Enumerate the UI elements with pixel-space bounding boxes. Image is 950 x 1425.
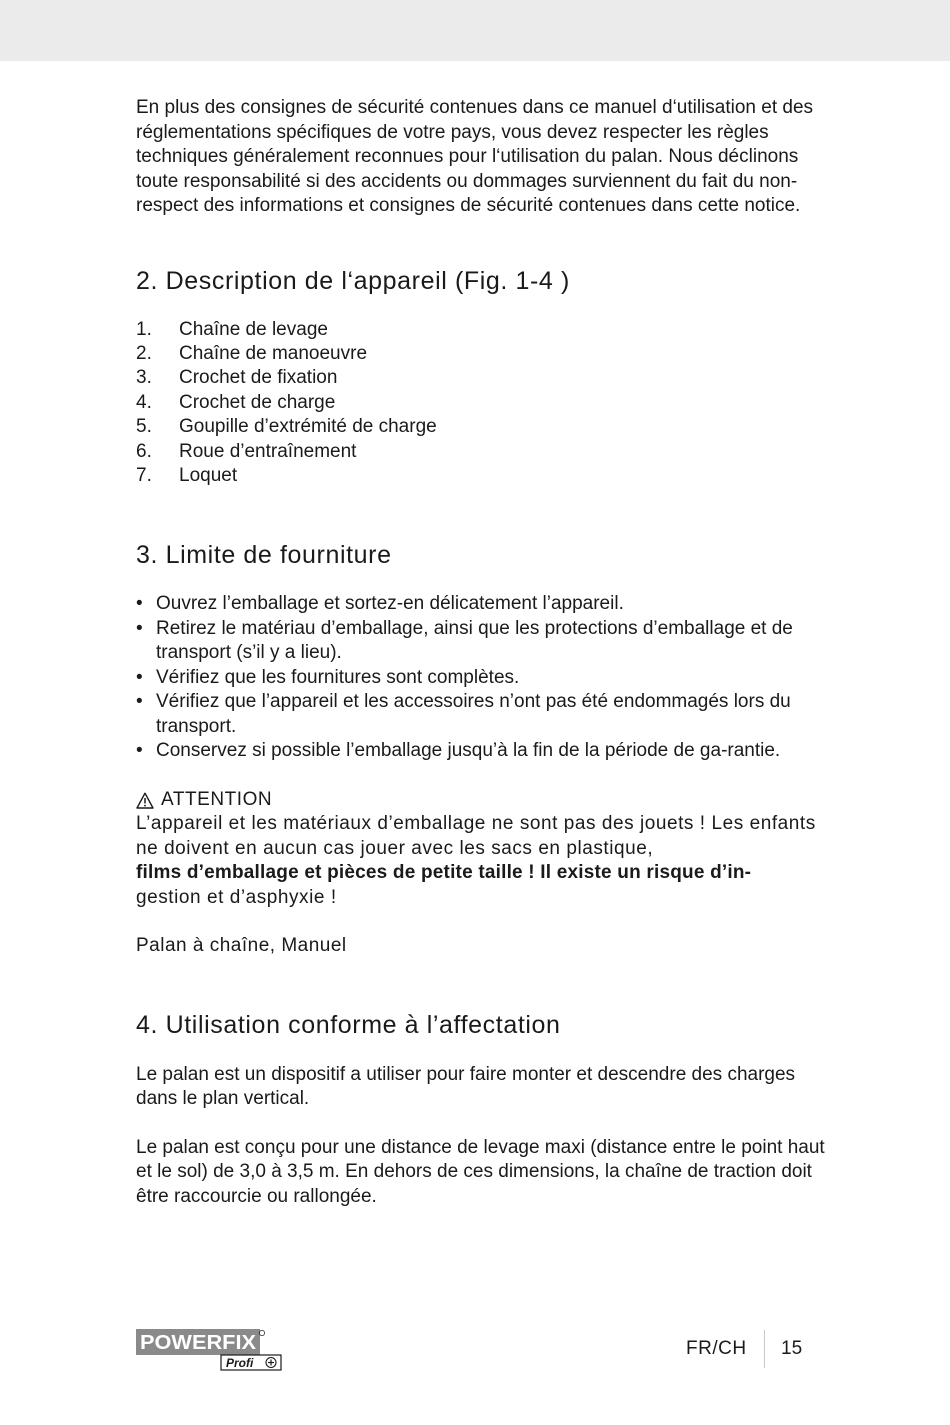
- attention-text-bold: films d’emballage et pièces de petite taille ! Il existe un risque d’in-: [136, 862, 752, 884]
- attention-heading: [136, 788, 826, 813]
- list-item: 7. Loquet: [136, 464, 238, 486]
- list-item: • Ouvrez l’emballage et sortez-en délicatement l’appareil.: [136, 592, 826, 617]
- bullet-icon: •: [136, 617, 143, 639]
- bullet-icon: •: [136, 593, 143, 615]
- section-3-title: 3. Limite de fourniture: [136, 541, 392, 570]
- list-item: 6. Roue d’entraînement: [136, 440, 357, 462]
- package-contents: Palan à chaîne, Manuel: [136, 935, 347, 957]
- list-item: 3. Crochet de fixation: [136, 367, 338, 389]
- section-4-title: 4. Utilisation conforme à l’affectation: [136, 1010, 561, 1039]
- list-item: 1. Chaîne de levage: [136, 318, 328, 340]
- list-item: • Vérifiez que les fournitures sont complètes.: [136, 666, 826, 691]
- bullet-icon: •: [136, 691, 143, 713]
- list-item: • Retirez le matériau d’emballage, ainsi que les protections d’emballage et de transport (s’il y a lieu).: [136, 617, 826, 666]
- list-item: • Vérifiez que l’appareil et les accessoires n’ont pas été endommagés lors du transport.: [136, 690, 826, 739]
- attention-text: L’appareil et les matériaux d’emballage ne sont pas des jouets ! Les enfants ne doivent en aucun cas jouer avec les sacs en plastique, films d’emballage et pièces de petite taille ! Il existe un risque d’in- gestion et d’asphyxie !: [136, 813, 816, 908]
- usage-paragraph-1: Le palan est un dispositif a utiliser pour faire monter et descendre des charges dans le plan vertical.: [136, 1063, 796, 1110]
- list-item: 5. Goupille d’extrémité de charge: [136, 416, 437, 438]
- list-item: 2. Chaîne de manoeuvre: [136, 342, 368, 364]
- attention-block: [136, 788, 826, 911]
- bullet-icon: •: [136, 740, 143, 762]
- language-code: FR/CH: [686, 1338, 747, 1359]
- intro-paragraph: En plus des consignes de sécurité contenues dans ce manuel d‘utilisation et des réglementations spécifiques de votre pays, vous devez respecter les règles techniques généralement reconnues pour l‘utilisation du palan. Nous déclinons toute responsabilité si des accidents ou dommages surviennent du fait du non-respect des informations et consignes de sécurité contenues dans cette notice.: [136, 97, 814, 216]
- page-content: [136, 96, 826, 1209]
- brand-sub: Profi: [226, 1356, 254, 1370]
- page-number: 15: [781, 1338, 803, 1359]
- brand-name: POWERFIX: [140, 1332, 257, 1354]
- delivery-checklist: [136, 592, 826, 764]
- powerfix-logo: [136, 1329, 282, 1371]
- usage-paragraph-2: Le palan est conçu pour une distance de levage maxi (distance entre le point haut et le sol) de 3,0 à 3,5 m. En dehors de ces dimensions, la chaîne de traction doit être raccourcie ou rallongée.: [136, 1136, 825, 1207]
- attention-title: ATTENTION: [161, 788, 273, 810]
- section-2-title: 2. Description de l‘appareil (Fig. 1-4 ): [136, 266, 570, 295]
- list-item: • Conservez si possible l’emballage jusqu’à la fin de la période de ga-rantie.: [136, 739, 826, 764]
- list-item: 4. Crochet de charge: [136, 391, 336, 413]
- bullet-icon: •: [136, 666, 143, 688]
- parts-list: [136, 318, 826, 489]
- page-header-band: [0, 0, 950, 61]
- footer-divider: [764, 1330, 765, 1368]
- warning-triangle-icon: [136, 792, 154, 809]
